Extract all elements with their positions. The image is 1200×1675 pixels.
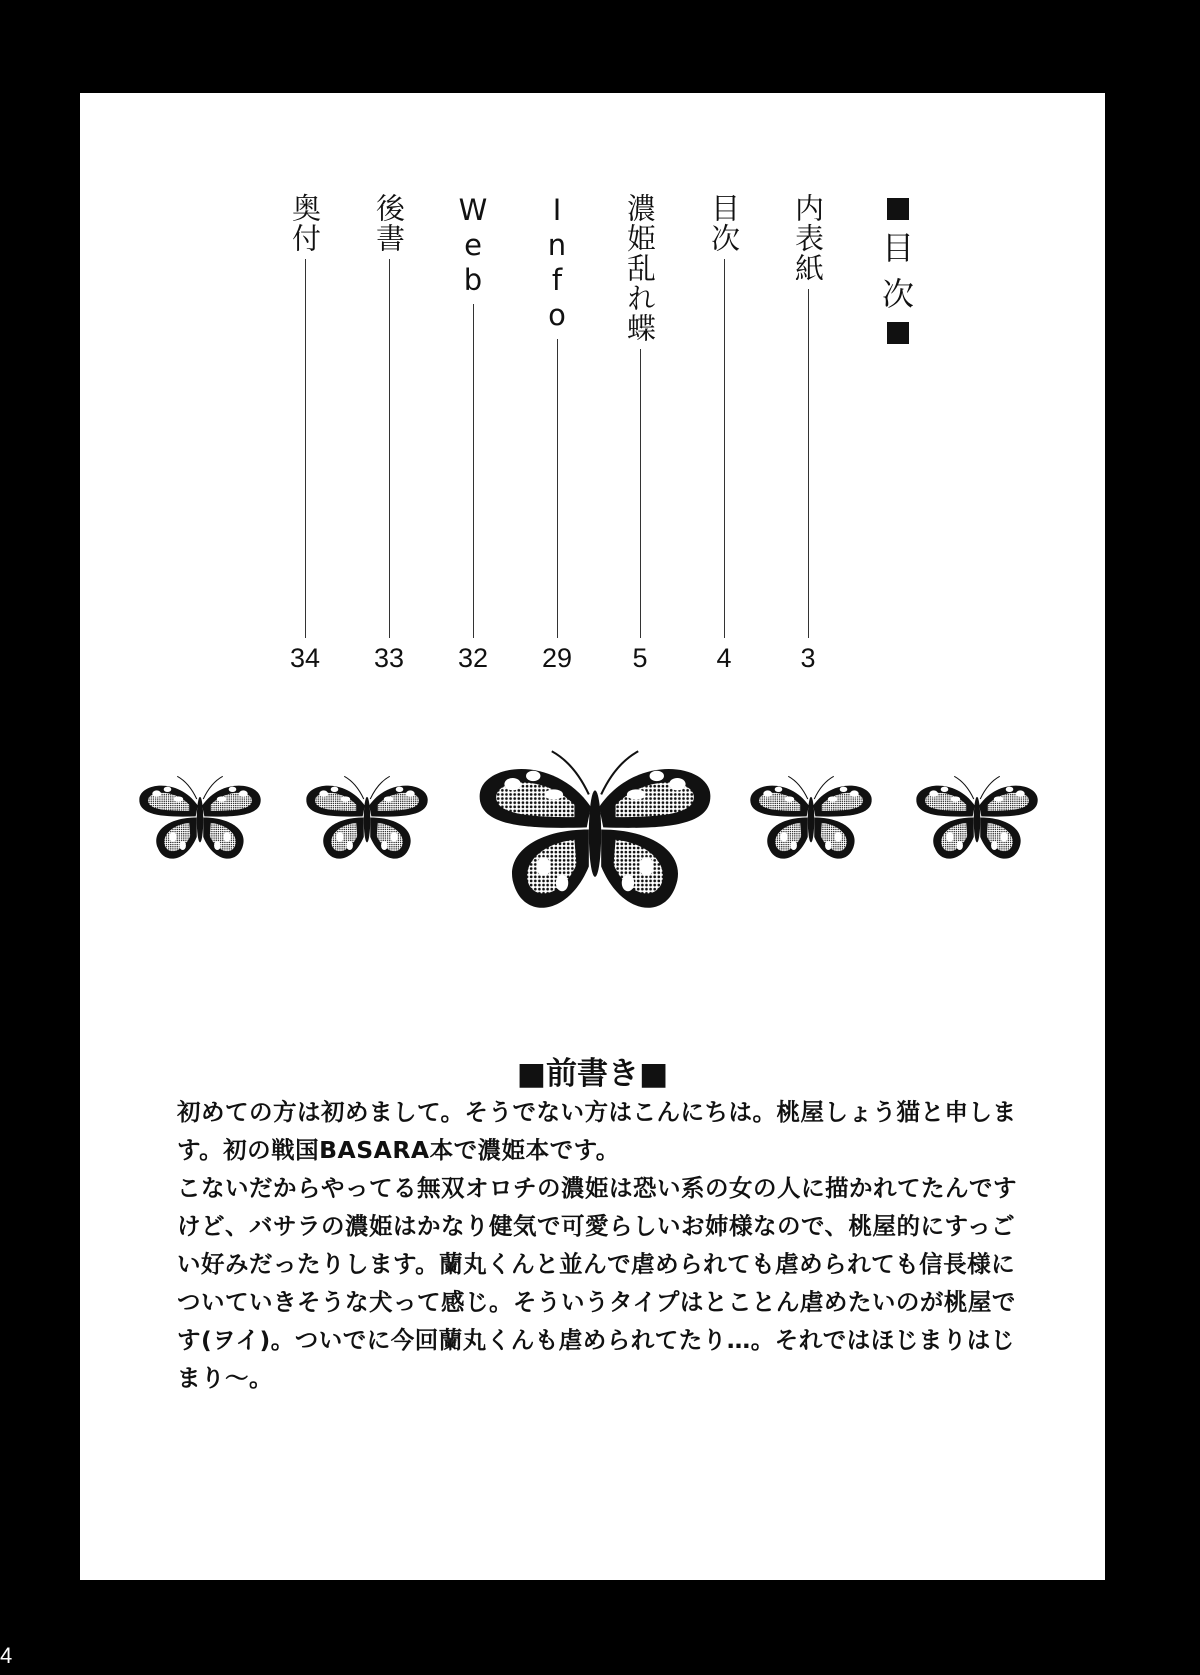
toc-entry xyxy=(618,193,662,638)
toc-entry-page: 3 xyxy=(800,643,816,673)
toc-entry xyxy=(451,193,495,638)
toc-leader-line xyxy=(808,289,809,638)
foreword-body xyxy=(177,1093,1017,1397)
toc-entry xyxy=(702,193,746,638)
toc-entry-title: 奥付 xyxy=(288,193,322,253)
toc-heading-char: 次 xyxy=(881,275,914,313)
toc-entry-title: 濃姫乱れ蝶 xyxy=(623,193,657,343)
butterfly-ornament-icon xyxy=(302,763,432,873)
toc-entry-page: 32 xyxy=(457,643,489,673)
toc-entry-page: 4 xyxy=(716,643,732,673)
toc-entry-page: 33 xyxy=(373,643,405,673)
square-bullet-icon xyxy=(887,322,909,344)
toc-entry-title: 後書 xyxy=(372,193,406,253)
toc-entry-title: 内表紙 xyxy=(791,193,825,283)
toc-heading-char: 目 xyxy=(881,229,914,267)
butterfly-ornament-icon xyxy=(912,763,1042,873)
butterfly-ornament-icon xyxy=(470,743,720,918)
toc-leader-line xyxy=(305,259,306,638)
toc-leader-line xyxy=(473,304,474,638)
toc-leader-line xyxy=(640,349,641,638)
toc-entry-page: 29 xyxy=(541,643,573,673)
toc-entry xyxy=(535,193,579,638)
page-number: 4 xyxy=(0,1643,13,1668)
square-bullet-icon xyxy=(887,198,909,220)
toc-entry xyxy=(786,193,830,638)
toc-entry xyxy=(283,193,327,638)
toc-entry xyxy=(367,193,411,638)
page xyxy=(80,93,1105,1580)
toc-entry-page: 34 xyxy=(289,643,321,673)
butterfly-ornament-icon xyxy=(135,763,265,873)
foreword-heading: ■前書き■ xyxy=(516,1056,669,1092)
toc-leader-line xyxy=(557,339,558,638)
toc-heading xyxy=(873,198,923,344)
toc-entry-page: 5 xyxy=(632,643,648,673)
toc-entry-title: Web xyxy=(456,193,490,298)
foreword-paragraph: 初めての方は初めまして。そうでない方はこんにちは。桃屋しょう猫と申します。初の戦国BASARA本で濃姫本です。 xyxy=(177,1098,1017,1164)
foreword-paragraph: こないだからやってる無双オロチの濃姫は恐い系の女の人に描かれてたんですけど、バサラの濃姫はかなり健気で可愛らしいお姉様なので、桃屋的にすっごい好みだったりします。蘭丸くんと並んで虐められても虐められても信長様についていきそうな犬って感じ。そういうタイプはとことん虐めたいのが桃屋です(ヲイ)。ついでに今回蘭丸くんも虐められてたり…。それではほじまりはじまり〜。 xyxy=(177,1174,1017,1392)
toc-entry-title: 目次 xyxy=(707,193,741,253)
toc-leader-line xyxy=(724,259,725,638)
butterfly-ornament-icon xyxy=(746,763,876,873)
toc-leader-line xyxy=(389,259,390,638)
toc-entry-title: Info xyxy=(540,193,574,333)
